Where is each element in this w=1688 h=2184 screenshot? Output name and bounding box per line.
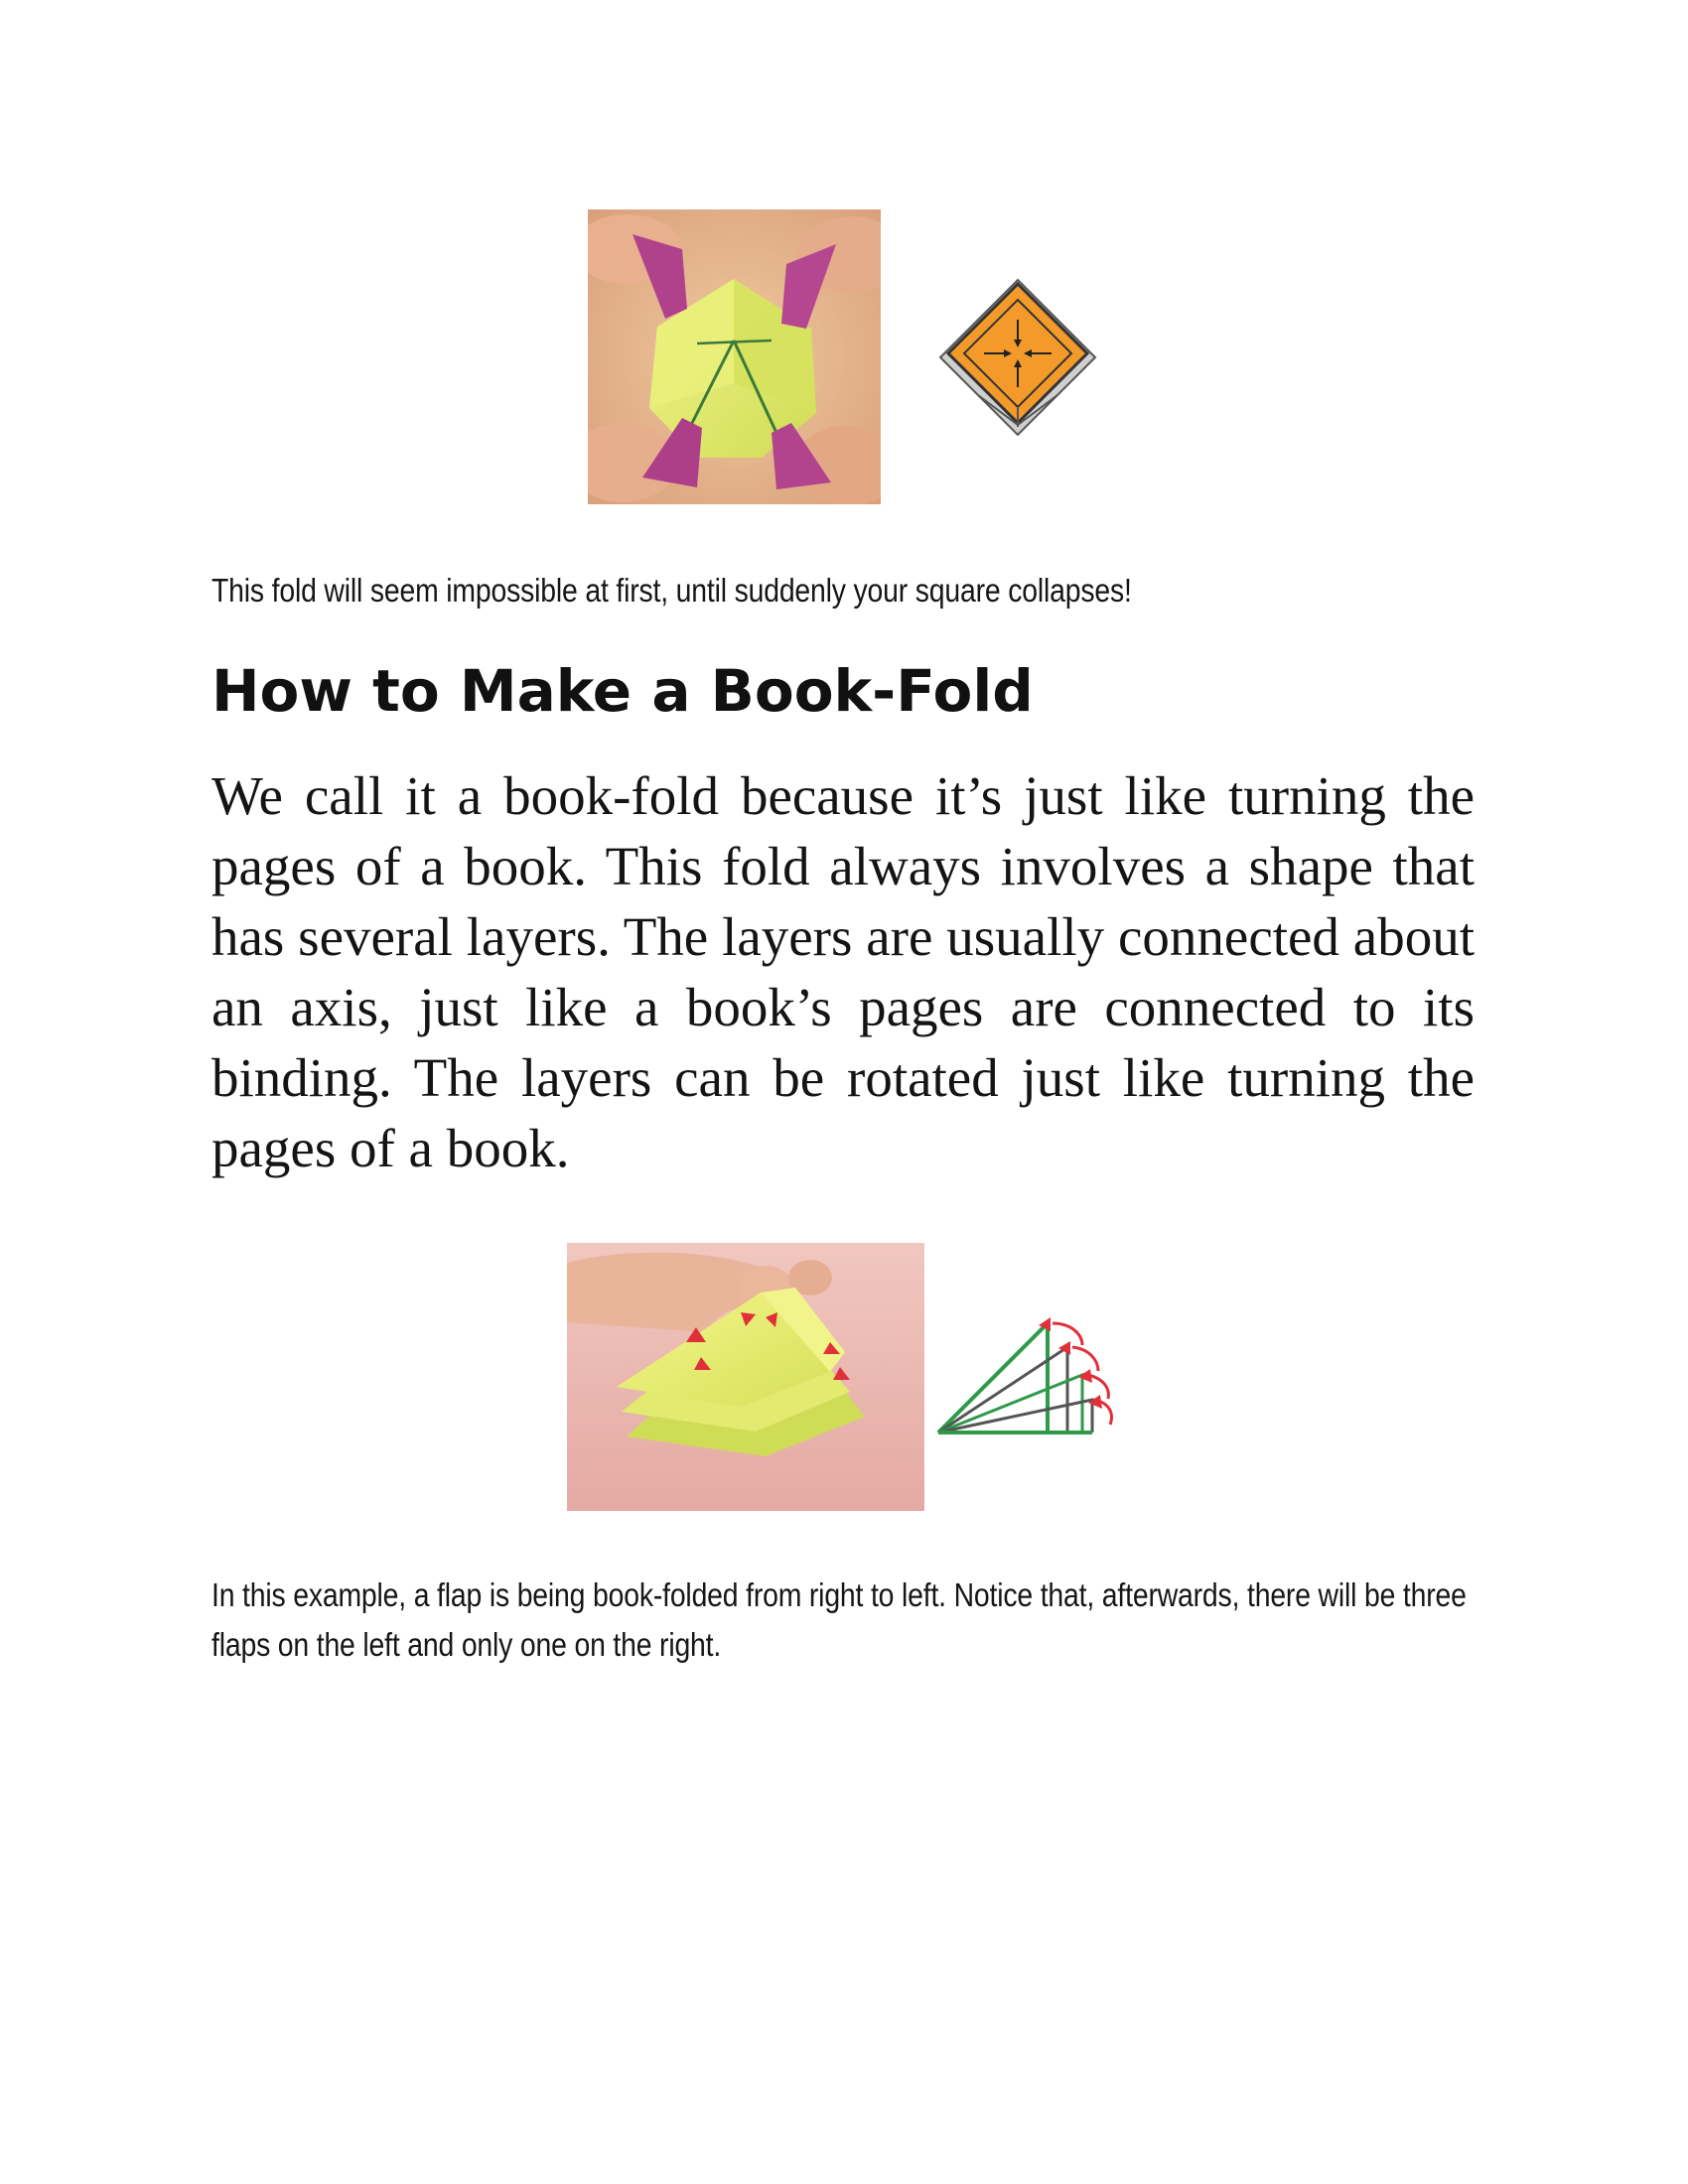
body-paragraph: We call it a book-fold because it’s just like turning the pages of a book. This fold always involves a shape that has several layers. The layers are usually connected about an axis, just like a book’s pages are connected to its binding. The layers can be rotated just like turning the pages of a book. bbox=[211, 765, 1475, 1178]
section-heading: How to Make a Book-Fold bbox=[211, 657, 1034, 725]
caption-square-collapse: This fold will seem impossible at first, until suddenly your square collapses! bbox=[211, 572, 1132, 609]
square-collapse-diagram-icon bbox=[938, 278, 1097, 437]
origami-square-collapse-photo-icon bbox=[588, 209, 881, 504]
origami-book-fold-photo-icon bbox=[567, 1243, 924, 1511]
square-collapse-photo bbox=[588, 209, 881, 504]
book-fold-diagram bbox=[933, 1315, 1122, 1439]
book-fold-layers-diagram-icon bbox=[933, 1315, 1122, 1439]
book-fold-photo bbox=[567, 1243, 924, 1511]
square-collapse-diagram bbox=[938, 278, 1097, 437]
caption-book-fold: In this example, a flap is being book-folded from right to left. Notice that, afterwards, there will be three flaps on the left and only one on the right. bbox=[211, 1576, 1467, 1663]
